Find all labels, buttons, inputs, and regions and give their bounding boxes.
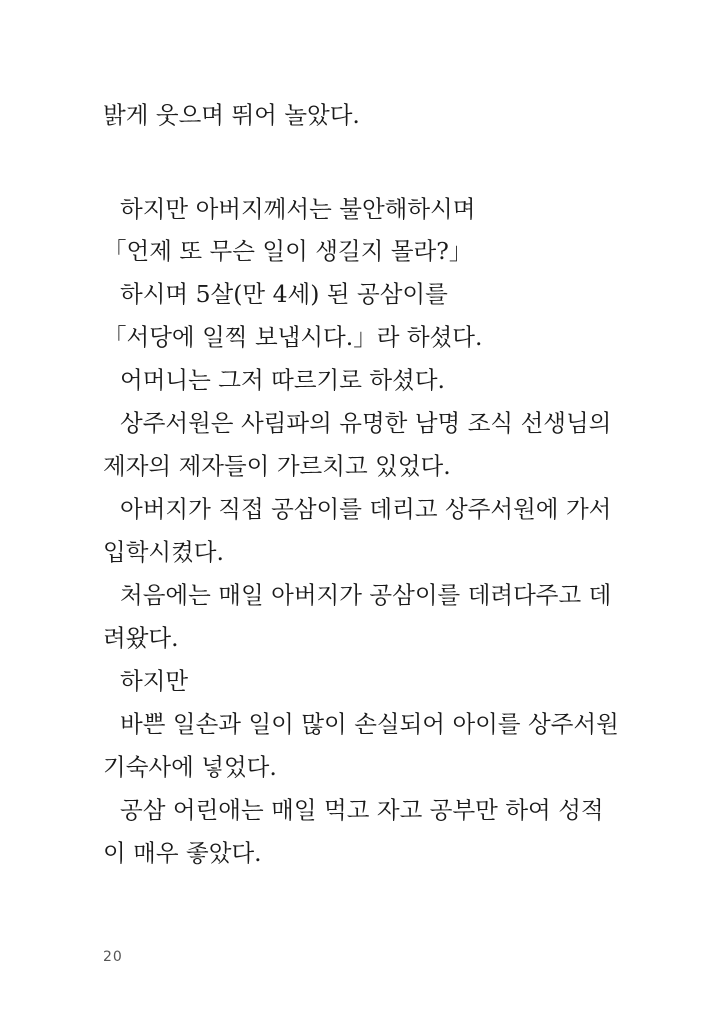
text-line: 「서당에 일찍 보냅시다.」라 하셨다. — [103, 323, 483, 351]
text-line: 하지만 아버지께서는 불안해하시며 — [120, 195, 476, 223]
text-line: 이 매우 좋았다. — [103, 839, 262, 867]
text-line: 아버지가 직접 공삼이를 데리고 상주서원에 가서 — [120, 495, 612, 523]
text-line: 공삼 어린애는 매일 먹고 자고 공부만 하여 성적 — [120, 796, 604, 824]
text-line: 밝게 웃으며 뛰어 놀았다. — [103, 101, 360, 129]
text-line: 하지만 — [120, 667, 189, 695]
text-line: 하시며 5살(만 4세) 된 공삼이를 — [120, 280, 448, 308]
text-line: 「언제 또 무슨 일이 생길지 몰라?」 — [103, 237, 473, 265]
text-line: 어머니는 그저 따르기로 하셨다. — [120, 366, 445, 394]
text-line: 려왔다. — [103, 624, 179, 652]
text-line: 상주서원은 사림파의 유명한 남명 조식 선생님의 — [120, 409, 612, 437]
text-line: 처음에는 매일 아버지가 공삼이를 데려다주고 데 — [120, 581, 612, 609]
text-line: 바쁜 일손과 일이 많이 손실되어 아이를 상주서원 — [120, 710, 619, 738]
page-number: 20 — [103, 949, 123, 965]
text-line: 제자의 제자들이 가르치고 있었다. — [103, 452, 451, 480]
text-line: 입학시켰다. — [103, 538, 224, 566]
text-line: 기숙사에 넣었다. — [103, 753, 277, 781]
